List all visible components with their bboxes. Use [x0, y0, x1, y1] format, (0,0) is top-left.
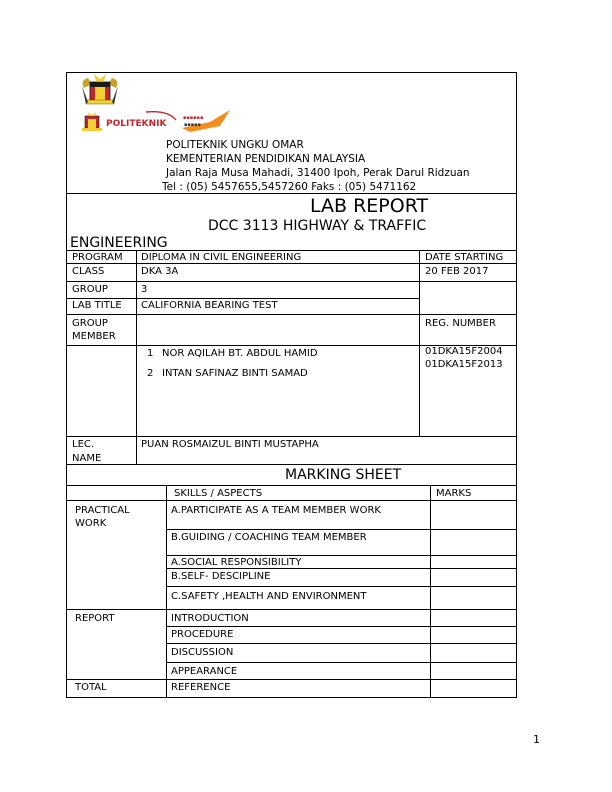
class-value: DKA 3A — [141, 266, 179, 277]
marking-item: REFERENCE — [171, 682, 231, 693]
reg-number-label: REG. NUMBER — [425, 318, 496, 329]
report-label: REPORT — [75, 613, 115, 624]
coat-of-arms-icon — [78, 74, 122, 108]
marking-item: A.SOCIAL RESPONSIBILITY — [171, 557, 302, 568]
date-label: DATE STARTING — [425, 252, 504, 263]
page-number: 1 — [533, 733, 540, 746]
address: Jalan Raja Musa Mahadi, 31400 Ipoh, Perak Darul Ridzuan — [166, 167, 470, 179]
group-member-label-2: MEMBER — [72, 331, 116, 342]
skills-column-header: SKILLS / ASPECTS — [174, 488, 263, 499]
class-label: CLASS — [72, 266, 105, 277]
divider — [66, 193, 517, 194]
marking-item: B.SELF- DESCIPLINE — [171, 571, 271, 582]
course-title: DCC 3113 HIGHWAY & TRAFFIC — [208, 218, 427, 234]
member-name: INTAN SAFINAZ BINTI SAMAD — [162, 368, 308, 379]
marking-item: B.GUIDING / COACHING TEAM MEMBER — [171, 532, 367, 543]
page-title: LAB REPORT — [310, 195, 429, 217]
group-label: GROUP — [72, 284, 108, 295]
member-number: 2 — [147, 368, 154, 379]
practical-work-label: PRACTICAL — [75, 505, 130, 516]
program-value: DIPLOMA IN CIVIL ENGINEERING — [141, 252, 302, 263]
lecturer-name: PUAN ROSMAIZUL BINTI MUSTAPHA — [141, 439, 319, 450]
date-value: 20 FEB 2017 — [425, 266, 489, 277]
marking-item: PROCEDURE — [171, 629, 234, 640]
marks-column-header: MARKS — [436, 488, 472, 499]
lab-title-value: CALIFORNIA BEARING TEST — [141, 300, 278, 311]
lab-title-label: LAB TITLE — [72, 300, 122, 311]
marking-item: INTRODUCTION — [171, 613, 249, 624]
member-reg: 01DKA15F2004 — [425, 346, 503, 357]
svg-text:▪▪▪▪▪: ▪▪▪▪▪ — [184, 122, 201, 128]
politeknik-logo-icon — [106, 110, 178, 132]
program-label: PROGRAM — [72, 252, 123, 263]
marking-item: DISCUSSION — [171, 647, 234, 658]
total-label: TOTAL — [75, 682, 107, 693]
course-title-cont: ENGINEERING — [70, 235, 168, 251]
institution-name: POLITEKNIK UNGKU OMAR — [166, 139, 304, 151]
seal-icon — [180, 110, 232, 134]
contact-info: Tel : (05) 5457655,5457260 Faks : (05) 5471162 — [162, 181, 417, 193]
member-name: NOR AQILAH BT. ABDUL HAMID — [162, 348, 318, 359]
marking-item: A.PARTICIPATE AS A TEAM MEMBER WORK — [171, 505, 381, 516]
marking-item: APPEARANCE — [171, 666, 238, 677]
politeknik-logo-text: POLITEKNIK — [106, 119, 167, 129]
ministry-name: KEMENTERIAN PENDIDIKAN MALAYSIA — [166, 153, 366, 165]
lecturer-label-2: NAME — [72, 453, 102, 464]
marking-sheet-title: MARKING SHEET — [285, 467, 402, 483]
group-member-label: GROUP — [72, 318, 108, 329]
coat-of-arms-small-icon — [78, 112, 106, 134]
group-value: 3 — [141, 284, 148, 295]
lecturer-label: LEC. — [72, 439, 95, 450]
svg-text:▪▪▪▪▪▪: ▪▪▪▪▪▪ — [183, 115, 204, 121]
member-reg: 01DKA15F2013 — [425, 359, 503, 370]
member-number: 1 — [147, 348, 154, 359]
practical-work-label-2: WORK — [75, 518, 107, 529]
marking-item: C.SAFETY ,HEALTH AND ENVIRONMENT — [171, 591, 367, 602]
